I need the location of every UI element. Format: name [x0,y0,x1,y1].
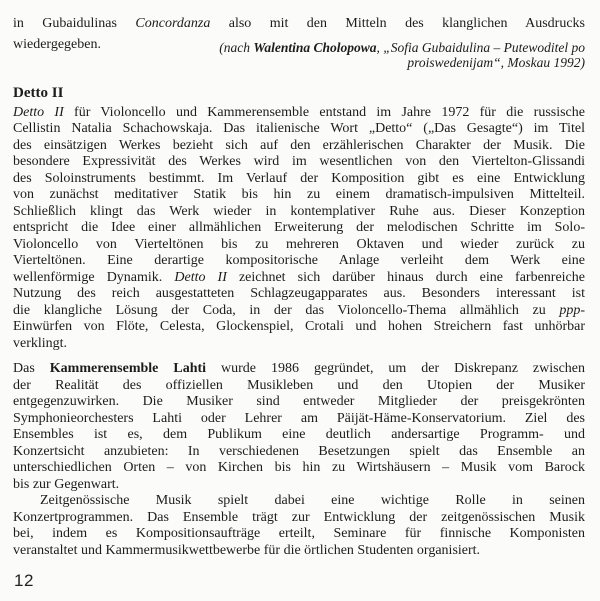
text-segment: von zunächst meditativer Statik bis hin zu einem dramatisch-impulsiven Mittelteil. [13,187,585,202]
text-line [13,138,585,155]
text-line [13,303,585,320]
section-heading-detto-ii: Detto II [13,84,64,101]
text-segment: bei, indem es Kompositionsaufträge erteilt, Seminare für finnische Komponisten [13,526,585,541]
text-segment: Detto II [174,269,227,285]
text-line [13,444,585,461]
text-line [111,40,585,56]
text-line [13,270,585,287]
text-line [13,526,585,543]
text-line [13,187,585,204]
text-segment: die klangliche Lösung der Coda, in der das Violoncello-Thema allmählich zu [13,302,560,318]
text-line [13,460,585,477]
source-attribution [101,40,585,71]
text-segment: bis zur Gegenwart. [13,476,120,492]
text-line [13,361,585,378]
text-line [13,171,585,188]
text-segment: ppp [559,302,581,318]
text-line [13,378,585,395]
text-segment: Detto II [13,104,64,120]
text-segment: Schließlich klingt das Werk wieder in kontemplativer Ruhe aus. Dieser Konzeption [13,203,585,219]
text-line [13,16,585,33]
text-segment: Konzertprogrammen. Das Ensemble trägt zur Entwicklung der zeitgenössischen Musik [13,509,585,525]
text-segment: also mit den Mitteln des klanglichen Ausdrucks [210,16,585,31]
text-line [13,121,585,138]
text-line [13,286,585,303]
text-line [13,154,585,171]
text-segment: Concordanza [135,16,211,31]
text-line [13,253,585,270]
text-segment: Ensembles ist es, dem Publikum eine deutlich andersartige Programm- und [13,427,585,442]
text-line [13,105,585,122]
paragraph-ensemble [13,361,585,493]
text-line [13,319,585,336]
paragraph-continuation [13,16,585,33]
text-line [13,477,585,494]
text-segment: wurde 1986 gegründet, um der Diskrepanz zwischen [206,361,585,376]
text-segment: (nach [219,39,254,55]
text-segment: der Realität des offiziellen Musikleben und den Utopien der Musiker [13,377,585,393]
text-segment: Zeitgenössische Musik spielt dabei eine wichtige Rolle in seinen [40,493,585,508]
text-line [13,237,585,254]
text-segment: Cellistin Natalia Schachowskaja. Das italienische Wort „Detto“ („Das Gesagte“) im Titel [13,121,585,136]
text-line [13,394,585,411]
text-segment: des einsätzigen Werkes bezieht sich auf den erzählerischen Charakter der Musik. Die [13,137,585,153]
paragraph-contemporary [13,493,585,559]
text-line [13,336,585,353]
text-line [13,411,585,428]
text-segment: Violoncello von Vierteltönen bis zu mehreren Oktaven und wieder zurück zu [13,236,585,252]
text-segment: Kammerensemble Lahti [49,361,207,376]
text-segment: des Soloinstruments bestimmt. Im Verlauf der Komposition gibt es eine Entwicklung [13,170,585,186]
text-segment: in Gubaidulinas [13,16,136,31]
text-segment: unterschiedlichen Orten – von Kirchen bis hin zu Wirtshäusern – Musik vom Barock [13,460,585,475]
text-line [111,55,585,71]
text-segment: verklingt. [13,335,68,351]
paragraph-detto-body [13,105,585,353]
continuation-attribution-row [13,37,585,71]
text-segment: proiswedenijam“, Moskau 1992) [407,55,585,70]
text-segment: Vierteltönen. Eine derartige kompositorische Anlage verleiht dem Werk eine [13,253,585,268]
text-line [13,220,585,237]
continuation-last-word: wiedergegeben. [13,36,101,52]
text-segment: veranstaltet und Kammermusikwettbewerbe für die örtlichen Studenten organisiert. [13,542,481,558]
text-segment: Einwürfen von Flöte, Celesta, Glockenspiel, Crotali und hohen Streichern fast unhörbar [13,319,585,334]
text-segment: Nutzung des reich ausgestatteten Schlagzeugapparates aus. Besonders interessant ist [13,286,585,301]
text-segment: - [580,302,585,318]
text-segment: entgegenzuwirken. Die Musiker sind entweder Mitglieder der preisgekrönten [13,394,585,409]
text-line [13,204,585,221]
page-number: 12 [14,571,34,590]
text-segment: wellenförmige Dynamik. [13,269,175,285]
text-segment: zeichnet sich darüber hinaus durch eine farbenreiche [226,269,585,285]
text-line [13,543,585,560]
text-segment: Symphonieorchesters Lahti oder Lehrer am Päijät-Häme-Konservatorium. Ziel des [13,410,585,426]
text-line [13,427,585,444]
text-segment: Das [13,361,50,376]
text-segment: besondere Expressivität des Werkes wird im wesentlichen von den Viertelton-Glissandi [13,154,585,169]
text-segment: Walentina Cholopowa [253,39,377,55]
text-segment: Konzertsicht anzubieten: In verschiedenen Besetzungen spielt das Ensemble an [13,443,585,459]
text-line [13,493,585,510]
text-segment: entspricht die Idee einer allmählichen Erweiterung der melodischen Schritte im Solo- [13,220,585,235]
text-segment: , „Sofia Gubaidulina – Putewoditel po [376,39,585,55]
text-line [13,510,585,527]
text-segment: für Violoncello und Kammerensemble entstand im Jahre 1972 für die russische [63,104,585,120]
